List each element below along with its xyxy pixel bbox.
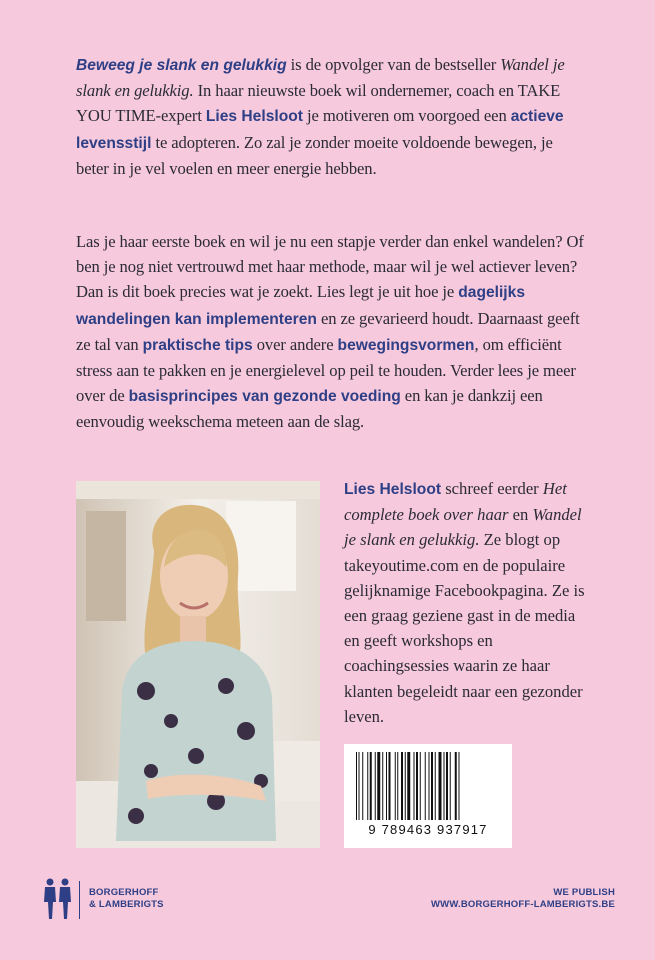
isbn-barcode <box>344 744 512 848</box>
bio-author-name: Lies Helsloot <box>344 481 442 498</box>
text-run: en <box>508 505 533 525</box>
text-run: schreef eerder <box>441 479 543 498</box>
author-photo <box>76 481 320 848</box>
bio-book-title-2: Wandel je slank en gelukkig. <box>344 505 582 550</box>
exercise-highlight: bewegingsvormen <box>337 336 475 354</box>
text-run: Las je haar eerste boek en wil je nu een stapje verder dan enkel wandelen? Of ben je nog niet vertrouwd met haar methode, maar wil je wel actiever leven? Dan is dit boek precies wat je zoekt. Lies legt je uit hoe je <box>76 232 584 302</box>
description-paragraph <box>76 229 586 435</box>
lifestyle-highlight: actieve levensstijl <box>76 108 564 152</box>
text-run: te adopteren. Zo zal je zonder moeite voldoende bewegen, je beter in je vel voelen en meer energie hebben. <box>76 132 553 178</box>
publisher-logo-icon <box>40 878 76 920</box>
text-run: en kan je dankzij een eenvoudig weekschema meteen aan de slag. <box>76 386 543 432</box>
text-run: over andere <box>252 334 338 354</box>
author-bio <box>344 476 589 729</box>
publisher-url: WWW.BORGERHOFF-LAMBERIGTS.BE <box>431 899 615 910</box>
text-run: en ze gevarieerd houdt. Daarnaast geeft ze tal van <box>76 308 580 354</box>
author-name-highlight: Lies Helsloot <box>205 108 303 126</box>
nutrition-highlight: basisprincipes van gezonde voeding <box>128 388 401 406</box>
text-run: In haar nieuwste boek wil ondernemer, coach en TAKE YOU TIME-expert <box>76 81 561 126</box>
book-title-highlight: Beweeg je slank en gelukkig <box>76 57 287 74</box>
publisher-line-2: & LAMBERIGTS <box>89 899 164 910</box>
text-run: , om efficiënt stress aan te pakken en je energielevel op peil te houden. Verder lees je meer over de <box>76 334 576 406</box>
tips-highlight: praktische tips <box>142 336 253 354</box>
intro-paragraph <box>76 52 586 181</box>
text-run: is de opvolger van de bestseller <box>286 55 501 74</box>
previous-book-title: Wandel je slank en gelukkig. <box>76 55 565 101</box>
walking-highlight: dagelijks wandelingen kan implementeren <box>76 284 525 328</box>
text-run: Ze blogt op takeyoutime.com en de populaire gelijknamige Facebookpagina. Ze is een graag geziene gast in de media en geeft workshops en coachingsessies waarin ze haar klanten begeleidt naar een gezonder leven. <box>344 530 585 726</box>
isbn-number: 9 789463 937917 <box>368 822 488 837</box>
logo-divider <box>79 881 80 919</box>
publisher-line-1: BORGERHOFF <box>89 887 159 898</box>
text-run: je motiveren om voorgoed een <box>302 106 511 126</box>
tagline: WE PUBLISH <box>553 887 615 898</box>
bio-book-title-1: Het complete boek over haar <box>344 479 567 525</box>
publisher-name <box>89 887 164 911</box>
publisher-tagline <box>431 887 615 911</box>
barcode-bars <box>356 752 500 820</box>
